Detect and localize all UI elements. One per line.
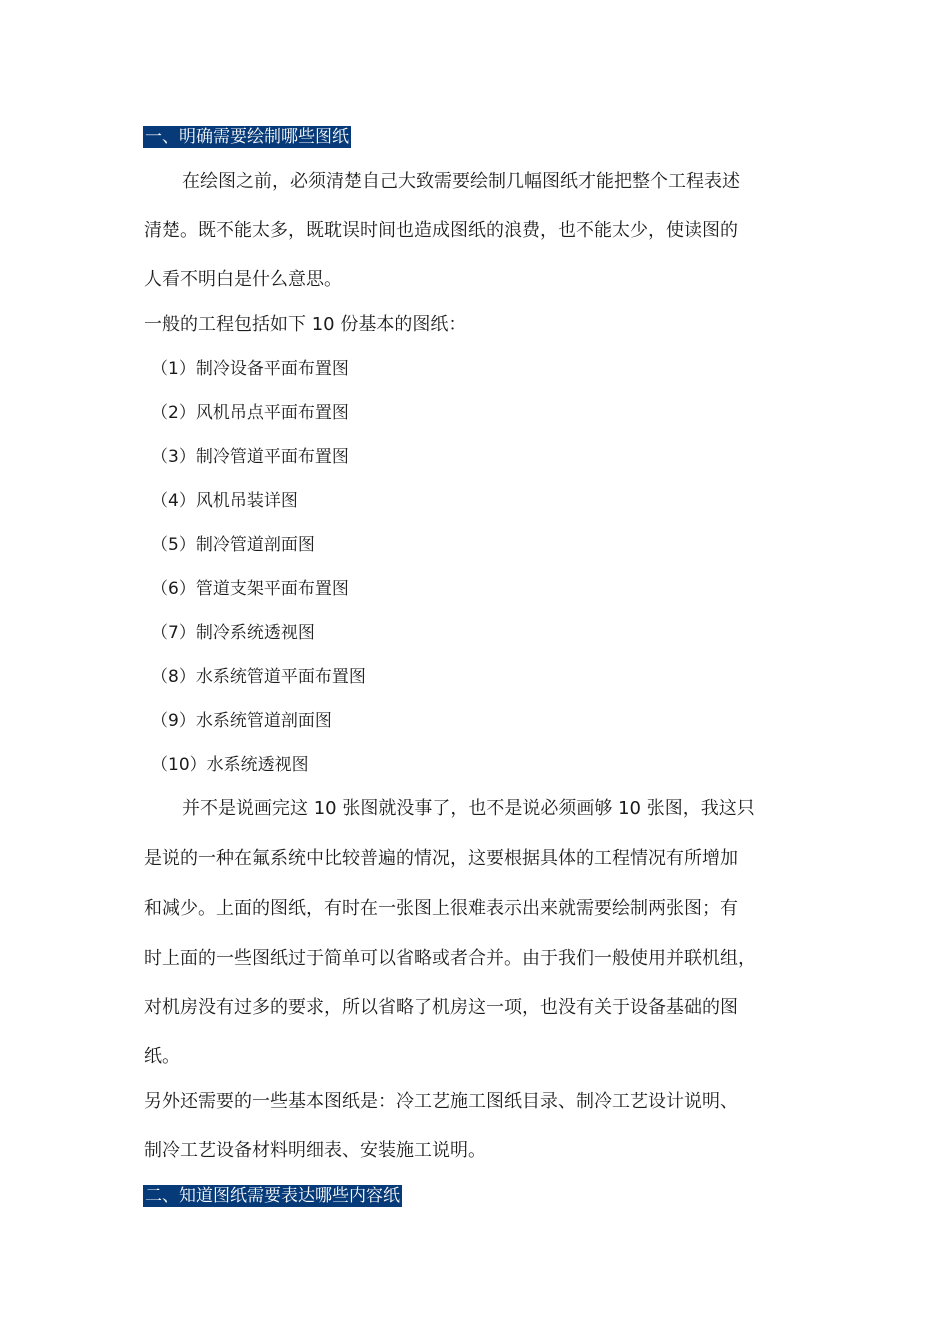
note-line-3: 和减少。上面的图纸，有时在一张图上很难表示出来就需要绘制两张图；有 [144, 898, 738, 919]
intro-line-1: 在绘图之前，必须清楚自己大致需要绘制几幅图纸才能把整个工程表述 [182, 171, 740, 192]
note-line-4: 时上面的一些图纸过于简单可以省略或者合并。由于我们一般使用并联机组， [144, 948, 756, 969]
list-item: （1）制冷设备平面布置图 [151, 359, 349, 379]
list-item: （5）制冷管道剖面图 [151, 535, 315, 555]
list-item: （6）管道支架平面布置图 [151, 579, 349, 599]
section-heading-2: 二、知道图纸需要表达哪些内容纸 [145, 1186, 400, 1206]
list-item: （3）制冷管道平面布置图 [151, 447, 349, 467]
list-item: （10）水系统透视图 [151, 755, 309, 775]
section-heading-1: 一、明确需要绘制哪些图纸 [145, 127, 349, 147]
note-line-6: 纸。 [144, 1046, 180, 1067]
extra-line-1: 另外还需要的一些基本图纸是：冷工艺施工图纸目录、制冷工艺设计说明、 [144, 1091, 738, 1112]
note-line-5: 对机房没有过多的要求，所以省略了机房这一项，也没有关于设备基础的图 [144, 997, 738, 1018]
list-item: （8）水系统管道平面布置图 [151, 667, 366, 687]
list-item: （4）风机吊装详图 [151, 491, 298, 511]
list-item: （7）制冷系统透视图 [151, 623, 315, 643]
list-intro: 一般的工程包括如下 10 份基本的图纸： [144, 314, 467, 335]
note-line-2: 是说的一种在氟系统中比较普遍的情况，这要根据具体的工程情况有所增加 [144, 848, 738, 869]
list-item: （9）水系统管道剖面图 [151, 711, 332, 731]
intro-line-2: 清楚。既不能太多，既耽误时间也造成图纸的浪费，也不能太少，使读图的 [144, 220, 738, 241]
extra-line-2: 制冷工艺设备材料明细表、安装施工说明。 [144, 1140, 486, 1161]
intro-line-3: 人看不明白是什么意思。 [144, 269, 342, 290]
note-line-1: 并不是说画完这 10 张图就没事了，也不是说必须画够 10 张图，我这只 [182, 798, 755, 819]
list-item: （2）风机吊点平面布置图 [151, 403, 349, 423]
